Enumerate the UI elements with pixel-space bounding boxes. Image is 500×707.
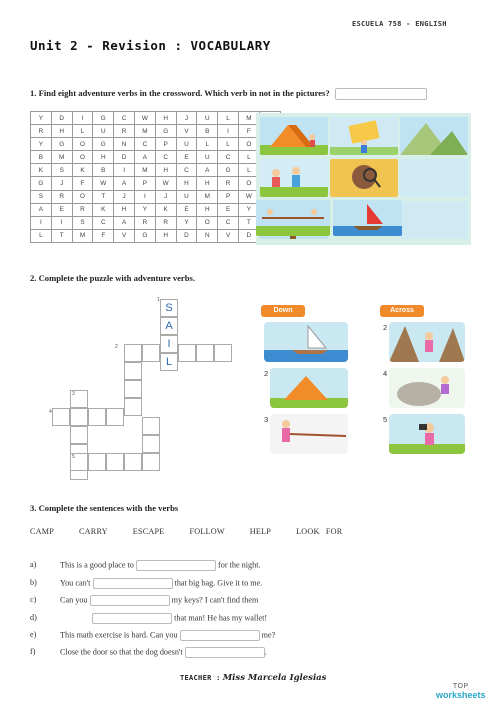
grid-cell[interactable]: I: [218, 125, 239, 138]
topworksheets-logo: [436, 683, 486, 699]
page-title: Unit 2 - Revision : VOCABULARY: [30, 38, 271, 53]
grid-cell[interactable]: M: [134, 125, 155, 138]
grid-cell[interactable]: G: [51, 138, 72, 151]
grid-cell[interactable]: M: [197, 190, 218, 203]
grid-cell[interactable]: T: [51, 229, 72, 242]
sentence-c-label: c): [30, 595, 37, 605]
grid-cell[interactable]: O: [238, 177, 259, 190]
grid-row: [31, 216, 281, 229]
grid-cell[interactable]: P: [218, 190, 239, 203]
rope-pulling-icon: [270, 414, 348, 454]
sentence-b-before: You can't: [60, 578, 91, 588]
grid-cell[interactable]: O: [72, 190, 93, 203]
grid-cell[interactable]: G: [93, 138, 114, 151]
grid-cell[interactable]: J: [176, 112, 197, 125]
grid-cell[interactable]: C: [218, 216, 239, 229]
sentence-f: [30, 647, 267, 658]
crossword-cell[interactable]: [88, 453, 106, 471]
crossword-number: 3: [72, 391, 75, 397]
grid-cell[interactable]: G: [134, 229, 155, 242]
grid-cell[interactable]: T: [238, 216, 259, 229]
grid-cell[interactable]: A: [197, 164, 218, 177]
grid-cell[interactable]: U: [197, 112, 218, 125]
grid-cell[interactable]: K: [93, 203, 114, 216]
grid-cell[interactable]: K: [31, 164, 52, 177]
teacher-credit: [180, 672, 326, 683]
climber-icon: [389, 322, 465, 362]
crossword-cell[interactable]: [124, 380, 142, 398]
across-clue-2-picture: [389, 322, 465, 362]
climbing-picture: [400, 117, 468, 155]
grid-cell[interactable]: D: [238, 229, 259, 242]
grid-cell[interactable]: L: [218, 138, 239, 151]
grid-cell[interactable]: K: [72, 164, 93, 177]
grid-cell[interactable]: O: [197, 216, 218, 229]
grid-cell[interactable]: B: [93, 164, 114, 177]
word-escape: ESCAPE: [132, 527, 165, 536]
crossword-cell[interactable]: [106, 453, 124, 471]
grid-cell[interactable]: R: [51, 190, 72, 203]
school-name: ESCUELA 758 - ENGLISH: [352, 20, 447, 28]
crossword-cell[interactable]: [196, 344, 214, 362]
sentence-f-after: .: [264, 647, 267, 657]
sentence-c: [30, 595, 258, 606]
grid-cell[interactable]: H: [155, 112, 176, 125]
grid-cell[interactable]: W: [93, 177, 114, 190]
grid-cell[interactable]: M: [72, 229, 93, 242]
grid-cell[interactable]: Y: [176, 216, 197, 229]
grid-cell[interactable]: W: [155, 177, 176, 190]
grid-cell[interactable]: D: [114, 151, 135, 164]
blank-tile-2: [400, 201, 468, 239]
word-camp: CAMP: [30, 527, 55, 536]
sentence-a: [30, 560, 261, 571]
grid-cell[interactable]: V: [114, 229, 135, 242]
grid-cell[interactable]: L: [197, 138, 218, 151]
grid-cell[interactable]: D: [176, 229, 197, 242]
rock-icon: [389, 368, 465, 408]
grid-cell[interactable]: I: [114, 164, 135, 177]
crossword-cell[interactable]: [142, 435, 160, 453]
word-follow: FOLLOW: [189, 527, 225, 536]
sailboat-icon: [264, 322, 348, 362]
crossword-number: 4: [49, 409, 52, 415]
word-help: HELP: [249, 527, 272, 536]
grid-row: [31, 151, 281, 164]
grid-cell[interactable]: S: [31, 190, 52, 203]
sentence-f-before: Close the door so that the dog doesn't: [60, 647, 183, 657]
grid-cell[interactable]: A: [31, 203, 52, 216]
grid-cell[interactable]: J: [114, 190, 135, 203]
grid-cell[interactable]: E: [218, 203, 239, 216]
grid-cell[interactable]: E: [176, 203, 197, 216]
sentence-f-input[interactable]: [185, 647, 265, 658]
sentence-b: [30, 578, 262, 589]
grid-cell[interactable]: G: [155, 125, 176, 138]
grid-cell[interactable]: C: [176, 164, 197, 177]
down-clue-2-picture: [270, 368, 348, 408]
crossword-cell[interactable]: [52, 408, 70, 426]
grid-cell[interactable]: C: [218, 151, 239, 164]
down-clue-3-number: 3: [264, 415, 269, 424]
sentence-e-input[interactable]: [180, 630, 260, 641]
grid-cell[interactable]: G: [31, 177, 52, 190]
grid-cell[interactable]: T: [93, 190, 114, 203]
grid-row: [31, 229, 281, 242]
crossword-cell[interactable]: [124, 344, 142, 362]
grid-cell[interactable]: H: [197, 203, 218, 216]
sentence-a-label: a): [30, 560, 37, 570]
across-clue-2-number: 2: [383, 323, 388, 332]
crossword-cell[interactable]: [124, 398, 142, 416]
grid-cell[interactable]: Y: [238, 203, 259, 216]
crossword-cell[interactable]: [106, 408, 124, 426]
sentence-c-after: my keys? I can't find them: [171, 595, 259, 605]
crossword-cell[interactable]: [70, 408, 88, 426]
grid-cell[interactable]: A: [134, 151, 155, 164]
sailing-picture: [333, 200, 402, 236]
grid-cell[interactable]: M: [238, 112, 259, 125]
down-clue-1-picture: [264, 322, 348, 362]
question-1-text: 1. Find eight adventure verbs in the crossword. Which verb in not in the pictures?: [30, 88, 330, 98]
grid-cell[interactable]: I: [134, 190, 155, 203]
grid-cell[interactable]: N: [114, 138, 135, 151]
word-carry: CARRY: [79, 527, 108, 536]
grid-cell[interactable]: R: [31, 125, 52, 138]
grid-cell[interactable]: H: [114, 203, 135, 216]
grid-row: [31, 190, 281, 203]
grid-cell[interactable]: W: [238, 190, 259, 203]
carrying-picture: [330, 117, 398, 155]
question-2: 2. Complete the puzzle with adventure verbs.: [30, 273, 196, 283]
sentence-b-label: b): [30, 578, 37, 588]
grid-cell[interactable]: Y: [31, 112, 52, 125]
grid-cell[interactable]: U: [176, 190, 197, 203]
sentence-a-before: This is a good place to: [60, 560, 134, 570]
teacher-label: TEACHER :: [180, 674, 221, 682]
grid-cell[interactable]: H: [197, 177, 218, 190]
grid-row: [31, 177, 281, 190]
grid-cell[interactable]: V: [218, 229, 239, 242]
grid-cell[interactable]: H: [93, 151, 114, 164]
across-clue-5-picture: [389, 414, 465, 454]
grid-cell[interactable]: G: [93, 112, 114, 125]
crossword-number: 1: [157, 297, 160, 303]
sentence-c-input[interactable]: [90, 595, 170, 606]
looking-picture: [330, 159, 398, 197]
grid-cell[interactable]: G: [218, 164, 239, 177]
sentence-e: [30, 630, 275, 641]
grid-cell[interactable]: E: [176, 151, 197, 164]
grid-cell[interactable]: I: [31, 216, 52, 229]
grid-cell[interactable]: L: [238, 151, 259, 164]
across-header: Across: [380, 305, 424, 317]
grid-cell[interactable]: L: [31, 229, 52, 242]
grid-cell[interactable]: A: [114, 177, 135, 190]
grid-cell[interactable]: O: [238, 138, 259, 151]
grid-cell[interactable]: L: [72, 125, 93, 138]
grid-cell[interactable]: U: [197, 151, 218, 164]
sentence-a-input[interactable]: [136, 560, 216, 571]
question-1: [30, 88, 427, 100]
tent-icon: [270, 368, 348, 408]
grid-cell[interactable]: I: [72, 112, 93, 125]
grid-cell[interactable]: I: [51, 216, 72, 229]
grid-cell[interactable]: F: [72, 177, 93, 190]
grid-cell[interactable]: H: [155, 164, 176, 177]
grid-row: [31, 203, 281, 216]
word-bank: [30, 527, 342, 536]
grid-cell[interactable]: S: [51, 164, 72, 177]
grid-cell[interactable]: H: [155, 229, 176, 242]
sentence-e-before: This math exercise is hard. Can you: [60, 630, 178, 640]
sentence-c-before: Can you: [60, 595, 88, 605]
crossword-cell[interactable]: S: [160, 299, 178, 317]
grid-cell[interactable]: M: [134, 164, 155, 177]
sentence-d-input[interactable]: [92, 613, 172, 624]
crossword-cell[interactable]: [142, 453, 160, 471]
grid-cell[interactable]: R: [155, 216, 176, 229]
grid-cell[interactable]: P: [134, 177, 155, 190]
word-search-grid: [30, 111, 281, 243]
grid-cell[interactable]: M: [51, 151, 72, 164]
tent-icon: [260, 117, 328, 155]
grid-cell[interactable]: C: [93, 216, 114, 229]
grid-cell[interactable]: C: [155, 151, 176, 164]
grid-cell[interactable]: L: [218, 112, 239, 125]
grid-row: [31, 164, 281, 177]
sentence-e-label: e): [30, 630, 37, 640]
box-icon: [330, 117, 398, 155]
crossword-cell[interactable]: [88, 408, 106, 426]
binoculars-icon: [389, 414, 465, 454]
grid-cell[interactable]: H: [176, 177, 197, 190]
word-look-for: LOOK FOR: [296, 527, 343, 536]
crossword-cell[interactable]: [214, 344, 232, 362]
camping-picture: [260, 117, 328, 155]
down-header: Down: [261, 305, 305, 317]
blank-tile: [400, 159, 468, 197]
grid-cell[interactable]: R: [72, 203, 93, 216]
grid-cell[interactable]: C: [134, 138, 155, 151]
grid-cell[interactable]: B: [197, 125, 218, 138]
crossword-cell[interactable]: [70, 426, 88, 444]
sentence-a-after: for the night.: [218, 560, 261, 570]
sentence-d-after: that man! He has my wallet!: [174, 613, 268, 623]
grid-cell[interactable]: Y: [134, 203, 155, 216]
pulling-picture: [256, 200, 330, 236]
grid-cell[interactable]: V: [176, 125, 197, 138]
grid-cell[interactable]: K: [155, 203, 176, 216]
logo-top-text: TOP: [452, 683, 469, 690]
grid-cell[interactable]: R: [134, 216, 155, 229]
sailboat-icon: [333, 200, 402, 236]
grid-cell[interactable]: W: [134, 112, 155, 125]
grid-cell[interactable]: U: [93, 125, 114, 138]
across-clue-4-picture: [389, 368, 465, 408]
down-clue-3-picture: [270, 414, 348, 454]
grid-cell[interactable]: J: [155, 190, 176, 203]
question-1-answer-input[interactable]: [335, 88, 427, 100]
grid-cell[interactable]: J: [51, 177, 72, 190]
grid-cell[interactable]: H: [51, 125, 72, 138]
grid-cell[interactable]: N: [197, 229, 218, 242]
question-3: 3. Complete the sentences with the verbs: [30, 503, 179, 513]
crossword-cell[interactable]: [142, 417, 160, 435]
grid-cell[interactable]: B: [31, 151, 52, 164]
crossword-cell[interactable]: [124, 453, 142, 471]
grid-row: [31, 125, 281, 138]
grid-cell[interactable]: F: [93, 229, 114, 242]
grid-cell[interactable]: R: [218, 177, 239, 190]
grid-cell[interactable]: C: [114, 112, 135, 125]
magnifier-icon: [330, 159, 398, 197]
grid-row: [31, 138, 281, 151]
grid-cell[interactable]: D: [51, 112, 72, 125]
grid-cell[interactable]: O: [72, 138, 93, 151]
hiding-picture: [260, 159, 328, 197]
sentence-e-after: me?: [261, 630, 276, 640]
sentence-d-label: d): [30, 613, 37, 623]
grid-cell[interactable]: R: [114, 125, 135, 138]
grid-cell[interactable]: E: [51, 203, 72, 216]
sentence-d: [30, 613, 267, 624]
grid-row: [31, 112, 281, 125]
grid-cell[interactable]: A: [114, 216, 135, 229]
crossword-cell[interactable]: [178, 344, 196, 362]
sentence-f-label: f): [30, 647, 36, 657]
grid-cell[interactable]: U: [176, 138, 197, 151]
grid-cell[interactable]: L: [238, 164, 259, 177]
crossword-cell[interactable]: L: [160, 353, 178, 371]
teacher-name: Miss Marcela Iglesias: [222, 673, 327, 683]
crossword-cell[interactable]: [142, 344, 160, 362]
across-clue-5-number: 5: [383, 415, 388, 424]
sentence-b-input[interactable]: [93, 578, 173, 589]
grid-cell[interactable]: O: [72, 151, 93, 164]
grid-cell[interactable]: F: [238, 125, 259, 138]
down-clue-2-number: 2: [264, 369, 269, 378]
mountain-icon: [400, 117, 468, 155]
grid-cell[interactable]: S: [72, 216, 93, 229]
crossword-cell[interactable]: A: [160, 317, 178, 335]
crossword-number: 2: [115, 344, 118, 350]
kids-icon: [260, 159, 328, 197]
crossword-number: 5: [72, 454, 75, 460]
crossword-cell[interactable]: [124, 362, 142, 380]
rope-icon: [256, 200, 330, 236]
crossword-cell[interactable]: I: [160, 335, 178, 353]
logo-bottom-text: worksheets: [436, 690, 486, 700]
grid-cell[interactable]: P: [155, 138, 176, 151]
grid-cell[interactable]: Y: [31, 138, 52, 151]
sentence-b-after: that big bag. Give it to me.: [174, 578, 263, 588]
across-clue-4-number: 4: [383, 369, 388, 378]
